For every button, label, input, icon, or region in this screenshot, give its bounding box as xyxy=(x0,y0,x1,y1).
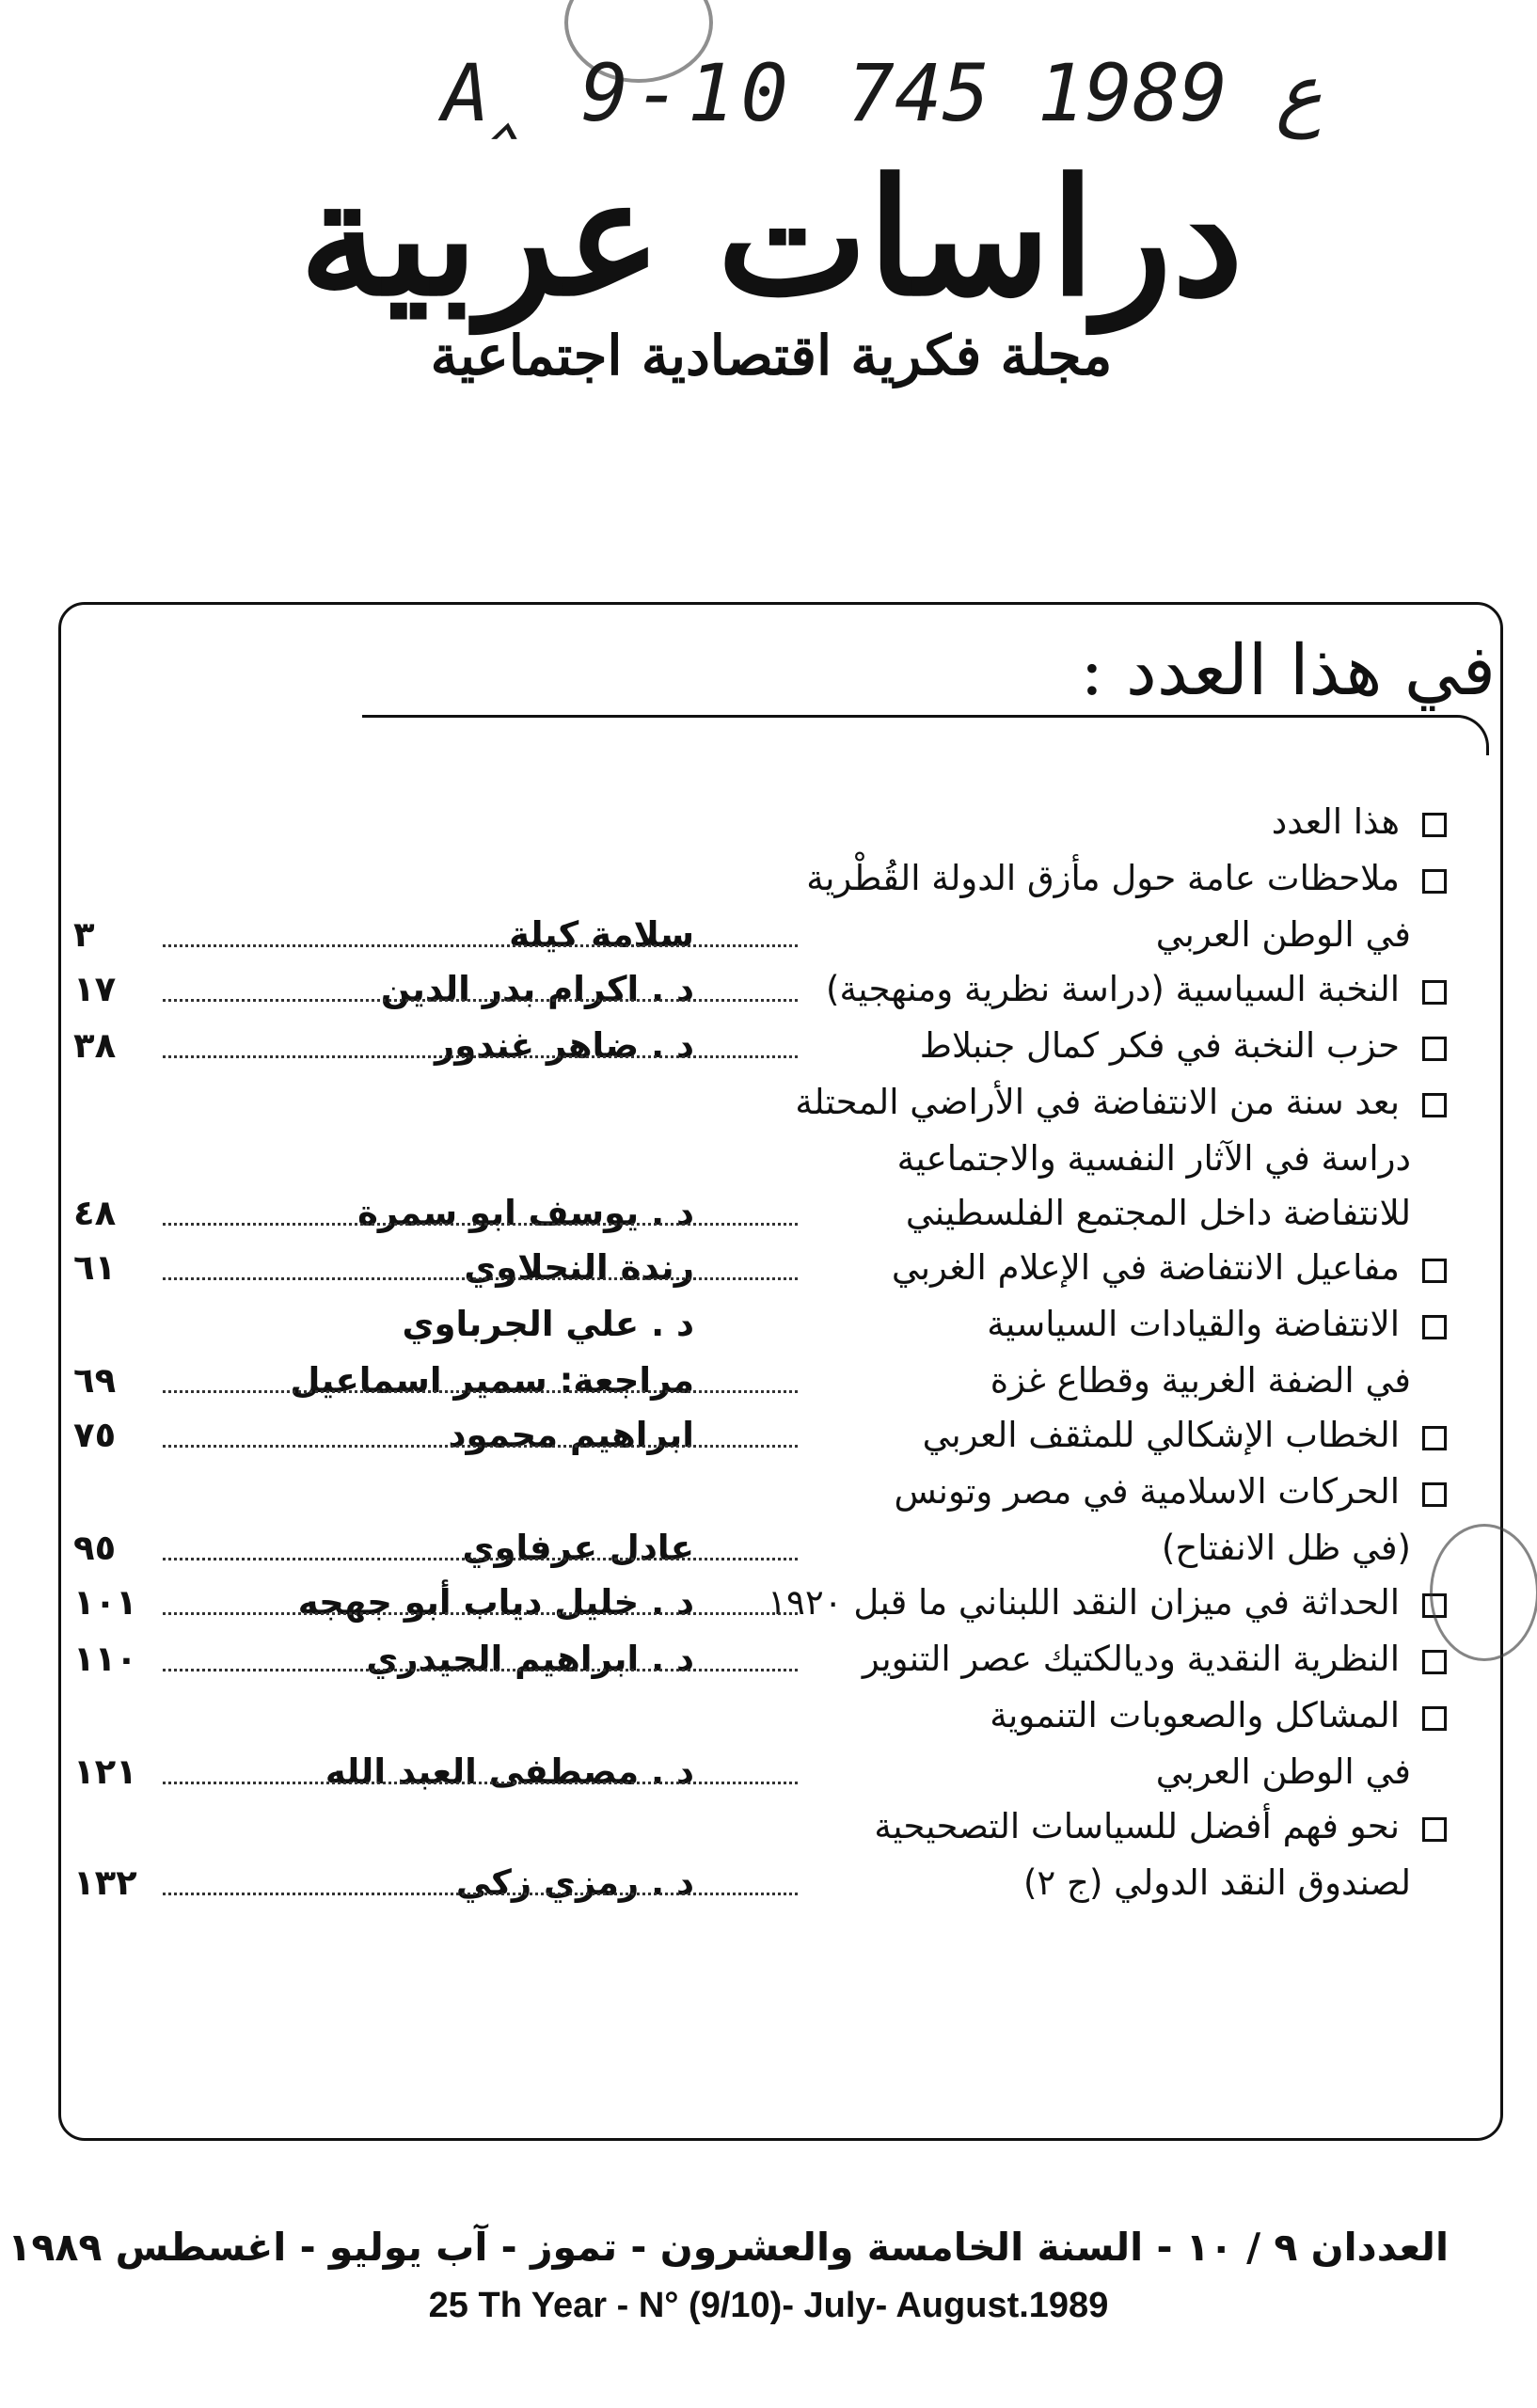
toc-entry-page: ١١٠ xyxy=(73,1639,137,1679)
checkbox-square-icon xyxy=(1422,1426,1447,1450)
toc-entry-page: ١٣٢ xyxy=(73,1862,137,1903)
toc-entry xyxy=(73,1136,1447,1191)
checkbox-square-icon xyxy=(1422,1650,1447,1674)
toc-entry-author: مراجعة: سمير اسماعيل xyxy=(290,1360,694,1401)
toc-entry-page: ١٧ xyxy=(73,969,117,1009)
table-of-contents xyxy=(73,800,1447,1915)
toc-entry-title: في الوطن العربي xyxy=(1155,914,1411,955)
journal-title: دراسات عربية xyxy=(299,144,1244,332)
dot-leader xyxy=(163,1277,798,1280)
toc-entry-author: د . اكرام بدر الدين xyxy=(380,969,694,1009)
dot-leader xyxy=(163,1223,798,1226)
toc-entry-author: د . مصطفى العبد الله xyxy=(325,1751,694,1792)
dot-leader xyxy=(163,999,798,1002)
toc-entry xyxy=(73,912,1447,967)
toc-entry xyxy=(73,1023,1447,1080)
toc-entry-author: د . خليل دياب أبو جهجه xyxy=(297,1582,694,1623)
toc-entry-page: ٦٩ xyxy=(73,1360,117,1401)
checkbox-square-icon xyxy=(1422,869,1447,894)
dot-leader xyxy=(163,1558,798,1560)
toc-entry xyxy=(73,1080,1447,1136)
toc-entry-author: د . ضاهر غندور xyxy=(434,1025,694,1066)
toc-entry-page: ١٢١ xyxy=(73,1751,137,1792)
dot-leader xyxy=(163,1893,798,1895)
toc-entry-title: مفاعيل الانتفاضة في الإعلام الغربي xyxy=(891,1247,1400,1288)
handwritten-catalog-note: A‸ 9-10 ع 1989 745 xyxy=(442,47,1323,139)
toc-entry-author: عادل عرفاوي xyxy=(462,1528,694,1568)
toc-entry-author: ابراهيم محمود xyxy=(448,1415,694,1455)
masthead xyxy=(38,144,1505,423)
toc-entry-title: بعد سنة من الانتفاضة في الأراضي المحتلة xyxy=(795,1082,1400,1122)
checkbox-square-icon xyxy=(1422,1706,1447,1731)
toc-entry-title: الحركات الاسلامية في مصر وتونس xyxy=(894,1471,1400,1512)
toc-entry-title: في الضفة الغربية وقطاع غزة xyxy=(990,1360,1411,1401)
toc-entry-title: الحداثة في ميزان النقد اللبناني ما قبل ١٩٢٠ xyxy=(768,1582,1400,1623)
toc-entry xyxy=(73,1413,1447,1469)
dot-leader xyxy=(163,944,798,947)
toc-entry xyxy=(73,967,1447,1023)
toc-entry-title: في الوطن العربي xyxy=(1155,1751,1411,1792)
checkbox-square-icon xyxy=(1422,1482,1447,1507)
toc-entry-title: للانتفاضة داخل المجتمع الفلسطيني xyxy=(905,1193,1411,1233)
checkbox-square-icon xyxy=(1422,813,1447,837)
toc-entry-page: ٩٥ xyxy=(73,1528,117,1568)
toc-entry-author: د . يوسف ابو سمرة xyxy=(357,1193,694,1233)
toc-entry-author: د . رمزي زكي xyxy=(455,1862,694,1903)
dot-leader xyxy=(163,1669,798,1671)
toc-entry-page: ٣ xyxy=(73,914,95,955)
toc-entry-title: نحو فهم أفضل للسياسات التصحيحية xyxy=(874,1806,1400,1846)
checkbox-square-icon xyxy=(1422,980,1447,1005)
toc-entry xyxy=(73,800,1447,856)
toc-entry xyxy=(73,1861,1447,1915)
toc-entry-author: سلامة كيلة xyxy=(509,914,694,955)
toc-entry xyxy=(73,1693,1447,1750)
toc-entry xyxy=(73,1804,1447,1861)
toc-entry-page: ٣٨ xyxy=(73,1025,117,1066)
toc-entry-title: الانتفاضة والقيادات السياسية xyxy=(987,1304,1400,1344)
toc-entry xyxy=(73,1191,1447,1245)
toc-entry-title: النخبة السياسية (دراسة نظرية ومنهجية) xyxy=(826,969,1400,1009)
toc-entry-title: ملاحظات عامة حول مأزق الدولة القُطْرية xyxy=(806,858,1400,898)
toc-entry-title: (في ظل الانفتاح) xyxy=(1161,1528,1411,1568)
checkbox-square-icon xyxy=(1422,1817,1447,1842)
toc-entry-title: دراسة في الآثار النفسية والاجتماعية xyxy=(896,1138,1411,1179)
toc-entry-author: د . علي الجرباوي xyxy=(402,1304,694,1344)
toc-entry-title: المشاكل والصعوبات التنموية xyxy=(990,1695,1400,1735)
toc-entry xyxy=(73,856,1447,912)
checkbox-square-icon xyxy=(1422,1037,1447,1061)
toc-entry-title: هذا العدد xyxy=(1271,801,1400,842)
toc-entry-title: حزب النخبة في فكر كمال جنبلاط xyxy=(919,1025,1400,1066)
toc-entry xyxy=(73,1750,1447,1804)
toc-entry xyxy=(73,1580,1447,1637)
issue-info-english: 25 Th Year - N° (9/10)- July- August.1989 xyxy=(428,2286,1109,2325)
checkbox-square-icon xyxy=(1422,1259,1447,1283)
toc-entry xyxy=(73,1302,1447,1358)
toc-entry-author: د . ابراهيم الحيدري xyxy=(366,1639,694,1679)
toc-entry-author: رندة النحلاوي xyxy=(464,1247,694,1288)
toc-entry-page: ٦١ xyxy=(73,1247,117,1288)
checkbox-square-icon xyxy=(1422,1315,1447,1339)
toc-entry-page: ١٠١ xyxy=(73,1582,137,1623)
journal-subtitle: مجلة فكرية اقتصادية اجتماعية xyxy=(430,324,1113,388)
issue-heading: في هذا العدد : xyxy=(1080,630,1496,711)
toc-entry-title: الخطاب الإشكالي للمثقف العربي xyxy=(922,1415,1400,1455)
dot-leader xyxy=(163,1612,798,1615)
dot-leader xyxy=(163,1390,798,1393)
toc-entry xyxy=(73,1526,1447,1580)
library-stamp-side xyxy=(1430,1524,1537,1661)
toc-entry xyxy=(73,1358,1447,1413)
dot-leader xyxy=(163,1782,798,1784)
dot-leader xyxy=(163,1445,798,1448)
issue-info-arabic: العددان ٩ / ١٠ - السنة الخامسة والعشرون - تموز - آب يوليو - اغسطس ١٩٨٩ xyxy=(8,2225,1449,2270)
dot-leader xyxy=(163,1055,798,1058)
toc-entry-page: ٧٥ xyxy=(73,1415,117,1455)
toc-entry-title: النظرية النقدية وديالكتيك عصر التنوير xyxy=(862,1639,1400,1679)
toc-entry-page: ٤٨ xyxy=(73,1193,117,1233)
toc-entry-title: لصندوق النقد الدولي (ج ٢) xyxy=(1022,1862,1411,1903)
checkbox-square-icon xyxy=(1422,1093,1447,1117)
toc-entry xyxy=(73,1469,1447,1526)
toc-entry xyxy=(73,1637,1447,1693)
toc-entry xyxy=(73,1245,1447,1302)
